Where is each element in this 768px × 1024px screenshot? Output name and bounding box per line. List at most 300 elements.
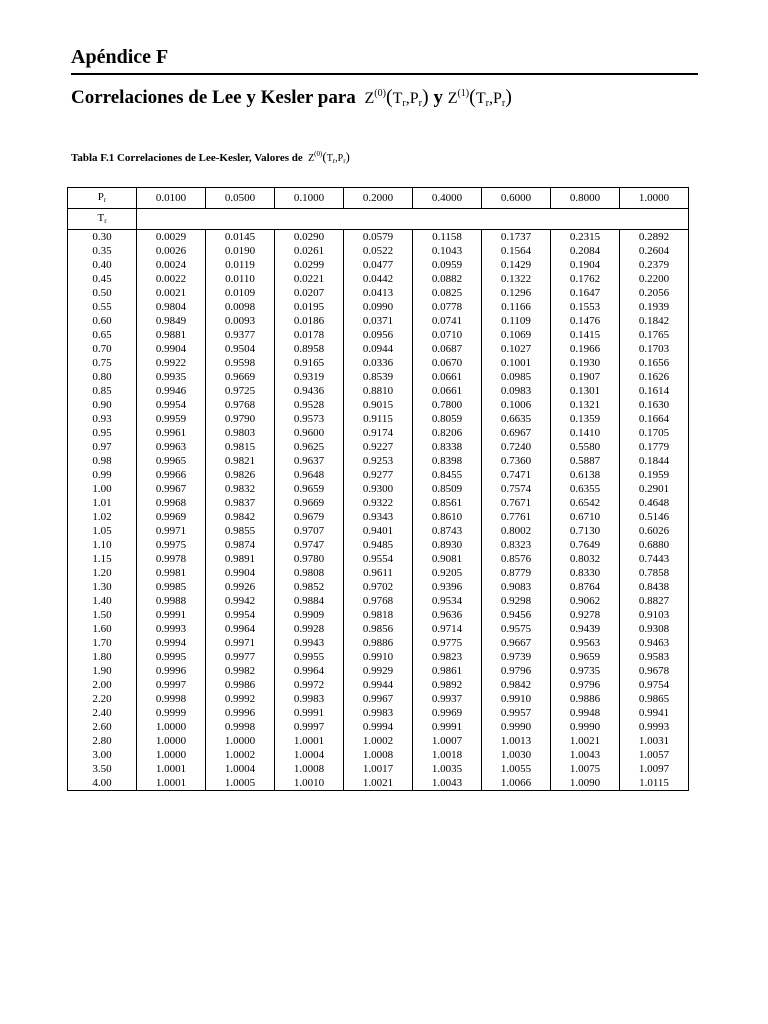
z0-value: 0.2056 — [620, 286, 689, 300]
z0-value: 0.9754 — [620, 678, 689, 692]
pr-value: 0.0500 — [206, 188, 275, 209]
tr-value: 0.60 — [68, 314, 137, 328]
z0-value: 0.9439 — [551, 622, 620, 636]
z0-value: 0.9611 — [344, 566, 413, 580]
table-row — [68, 482, 689, 496]
z0-value: 0.6967 — [482, 426, 551, 440]
z0-value: 0.0026 — [137, 244, 206, 258]
z0-value: 1.0007 — [413, 734, 482, 748]
z0-value: 1.0018 — [413, 748, 482, 762]
z0-value: 0.0145 — [206, 230, 275, 245]
z0-value: 0.9904 — [137, 342, 206, 356]
tr-value: 1.02 — [68, 510, 137, 524]
z0-value: 0.6138 — [551, 468, 620, 482]
z0-value: 0.9856 — [344, 622, 413, 636]
tr-value: 0.65 — [68, 328, 137, 342]
tr-value: 0.55 — [68, 300, 137, 314]
z0-value: 0.9504 — [206, 342, 275, 356]
z0-value: 0.9679 — [275, 510, 344, 524]
z0-value: 1.0000 — [137, 748, 206, 762]
z0-value: 0.8827 — [620, 594, 689, 608]
z0-value: 0.7443 — [620, 552, 689, 566]
z0-value: 1.0115 — [620, 776, 689, 791]
z0-value: 0.9886 — [344, 636, 413, 650]
z0-value: 0.9861 — [413, 664, 482, 678]
z0-value: 0.1069 — [482, 328, 551, 342]
z0-value: 0.9600 — [275, 426, 344, 440]
z0-value: 0.1959 — [620, 468, 689, 482]
z0-value: 0.9583 — [620, 650, 689, 664]
z0-value: 0.9942 — [206, 594, 275, 608]
z0-value: 0.9343 — [344, 510, 413, 524]
pr-value: 0.0100 — [137, 188, 206, 209]
z0-value: 0.9909 — [275, 608, 344, 622]
z0-value: 1.0066 — [482, 776, 551, 791]
table-row — [68, 524, 689, 538]
table-row — [68, 664, 689, 678]
z0-value: 0.8810 — [344, 384, 413, 398]
z0-value: 1.0097 — [620, 762, 689, 776]
z0-value: 1.0008 — [275, 762, 344, 776]
z0-value: 0.9015 — [344, 398, 413, 412]
z0-value: 0.9996 — [206, 706, 275, 720]
z0-value: 0.9308 — [620, 622, 689, 636]
z0-value: 0.9944 — [344, 678, 413, 692]
z0-value: 0.8338 — [413, 440, 482, 454]
z0-value: 0.8779 — [482, 566, 551, 580]
z0-value: 1.0000 — [137, 734, 206, 748]
pr-value: 0.6000 — [482, 188, 551, 209]
z0-value: 0.9983 — [344, 706, 413, 720]
z0-value: 0.1844 — [620, 454, 689, 468]
z0-value: 0.9842 — [206, 510, 275, 524]
table-row — [68, 734, 689, 748]
table-row — [68, 328, 689, 342]
z0-value: 0.0825 — [413, 286, 482, 300]
table-row — [68, 356, 689, 370]
z0-value: 0.1930 — [551, 356, 620, 370]
table-row — [68, 412, 689, 426]
z0-value: 0.9993 — [137, 622, 206, 636]
z0-value: 0.8455 — [413, 468, 482, 482]
z0-value: 1.0021 — [551, 734, 620, 748]
z0-value: 0.9991 — [275, 706, 344, 720]
z0-value: 0.1553 — [551, 300, 620, 314]
z0-value: 0.9165 — [275, 356, 344, 370]
z0-value: 0.9988 — [137, 594, 206, 608]
z0-value: 0.4648 — [620, 496, 689, 510]
z0-value: 0.0221 — [275, 272, 344, 286]
z0-value: 1.0001 — [275, 734, 344, 748]
z0-value: 0.0959 — [413, 258, 482, 272]
z0-value: 0.8002 — [482, 524, 551, 538]
z0-value: 1.0004 — [275, 748, 344, 762]
z0-value: 0.9849 — [137, 314, 206, 328]
tr-value: 2.00 — [68, 678, 137, 692]
z0-value: 0.9702 — [344, 580, 413, 594]
z0-value: 0.0413 — [344, 286, 413, 300]
z0-value: 0.9277 — [344, 468, 413, 482]
z0-value: 0.1359 — [551, 412, 620, 426]
z0-value: 0.9996 — [137, 664, 206, 678]
z0-value: 0.9780 — [275, 552, 344, 566]
z1-formula: $Z^{(1)}(T_r,P_r)$ — [447, 86, 512, 109]
z0-value: 0.1664 — [620, 412, 689, 426]
z0-value: 0.8764 — [551, 580, 620, 594]
z0-value: 0.9563 — [551, 636, 620, 650]
z0-value: 0.9971 — [137, 524, 206, 538]
z0-value: 0.0956 — [344, 328, 413, 342]
z0-value: 0.9971 — [206, 636, 275, 650]
z0-value: 0.1647 — [551, 286, 620, 300]
table-row — [68, 622, 689, 636]
z0-value: 0.9625 — [275, 440, 344, 454]
z0-value: 0.1705 — [620, 426, 689, 440]
appendix-title: Apéndice F — [71, 46, 169, 68]
table-caption — [71, 149, 350, 165]
tr-value: 1.15 — [68, 552, 137, 566]
z0-value: 0.8323 — [482, 538, 551, 552]
tr-value: 1.05 — [68, 524, 137, 538]
z0-value: 0.8743 — [413, 524, 482, 538]
z0-value: 1.0008 — [344, 748, 413, 762]
pr-value: 0.1000 — [275, 188, 344, 209]
z0-value: 0.9954 — [137, 398, 206, 412]
z0-value: 1.0001 — [137, 776, 206, 791]
pr-value: 1.0000 — [620, 188, 689, 209]
z0-value: 0.7761 — [482, 510, 551, 524]
z0-value: 0.0778 — [413, 300, 482, 314]
tr-value: 1.01 — [68, 496, 137, 510]
z0-value: 0.9959 — [137, 412, 206, 426]
z0-value: 0.9815 — [206, 440, 275, 454]
z0-value: 0.8561 — [413, 496, 482, 510]
tr-value: 0.98 — [68, 454, 137, 468]
lee-kesler-table — [67, 187, 689, 791]
table-row — [68, 636, 689, 650]
z0-value: 0.9955 — [275, 650, 344, 664]
z0-value: 0.8930 — [413, 538, 482, 552]
z0-value: 1.0043 — [413, 776, 482, 791]
z0-value: 0.9983 — [275, 692, 344, 706]
z0-value: 0.9747 — [275, 538, 344, 552]
z0-value: 0.9842 — [482, 678, 551, 692]
z0-value: 0.0990 — [344, 300, 413, 314]
z0-value: 0.1296 — [482, 286, 551, 300]
z0-value: 1.0013 — [482, 734, 551, 748]
z0-value: 0.9985 — [137, 580, 206, 594]
z0-value: 0.0882 — [413, 272, 482, 286]
z0-value: 0.8032 — [551, 552, 620, 566]
z0-value: 0.0098 — [206, 300, 275, 314]
z0-value: 0.9707 — [275, 524, 344, 538]
z0-value: 0.9946 — [137, 384, 206, 398]
table-row — [68, 706, 689, 720]
z0-value: 0.0021 — [137, 286, 206, 300]
z0-value: 0.7574 — [482, 482, 551, 496]
z0-value: 0.2604 — [620, 244, 689, 258]
tr-value: 4.00 — [68, 776, 137, 791]
z0-value: 0.9401 — [344, 524, 413, 538]
z0-value: 0.9966 — [137, 468, 206, 482]
z0-value: 0.9910 — [344, 650, 413, 664]
z0-value: 0.1907 — [551, 370, 620, 384]
caption-z0-formula: $Z^{(0)}(T_r,P_r)$ — [308, 149, 350, 165]
z0-value: 0.5146 — [620, 510, 689, 524]
z0-value: 0.0178 — [275, 328, 344, 342]
z0-value: 0.1415 — [551, 328, 620, 342]
z0-value: 0.0371 — [344, 314, 413, 328]
tr-value: 0.30 — [68, 230, 137, 245]
z0-value: 0.0093 — [206, 314, 275, 328]
tr-value: 2.60 — [68, 720, 137, 734]
z0-value: 0.1939 — [620, 300, 689, 314]
z0-value: 0.9981 — [137, 566, 206, 580]
header-rule — [71, 73, 698, 75]
z0-value: 0.9993 — [620, 720, 689, 734]
tr-value: 1.20 — [68, 566, 137, 580]
tr-value: 0.70 — [68, 342, 137, 356]
z0-value: 0.8958 — [275, 342, 344, 356]
z0-value: 0.1410 — [551, 426, 620, 440]
z0-value: 0.9865 — [620, 692, 689, 706]
z0-value: 0.9929 — [344, 664, 413, 678]
table-row — [68, 314, 689, 328]
table-row — [68, 230, 689, 245]
z0-value: 0.9554 — [344, 552, 413, 566]
z0-value: 0.1109 — [482, 314, 551, 328]
table-row — [68, 286, 689, 300]
table-row — [68, 608, 689, 622]
z0-value: 0.9659 — [275, 482, 344, 496]
z0-value: 1.0001 — [137, 762, 206, 776]
table-row — [68, 272, 689, 286]
table-row — [68, 496, 689, 510]
tr-value: 1.30 — [68, 580, 137, 594]
z0-value: 0.9998 — [137, 692, 206, 706]
z0-value: 0.9573 — [275, 412, 344, 426]
z0-value: 0.9796 — [551, 678, 620, 692]
z0-value: 0.9278 — [551, 608, 620, 622]
z0-value: 1.0002 — [206, 748, 275, 762]
z0-value: 0.9957 — [482, 706, 551, 720]
z0-value: 0.9975 — [137, 538, 206, 552]
z0-value: 0.9992 — [206, 692, 275, 706]
tr-value: 2.40 — [68, 706, 137, 720]
z0-value: 0.1027 — [482, 342, 551, 356]
z0-value: 0.9528 — [275, 398, 344, 412]
table-row — [68, 426, 689, 440]
z0-value: 0.0186 — [275, 314, 344, 328]
z0-value: 0.9319 — [275, 370, 344, 384]
table-row — [68, 692, 689, 706]
z0-value: 1.0090 — [551, 776, 620, 791]
z0-value: 0.9174 — [344, 426, 413, 440]
z0-value: 0.9669 — [275, 496, 344, 510]
z0-value: 0.9990 — [482, 720, 551, 734]
z0-value: 0.8398 — [413, 454, 482, 468]
z0-value: 0.9768 — [344, 594, 413, 608]
z0-value: 0.9891 — [206, 552, 275, 566]
z0-value: 0.6355 — [551, 482, 620, 496]
z0-value: 0.2892 — [620, 230, 689, 245]
z0-value: 0.0579 — [344, 230, 413, 245]
tr-value: 3.50 — [68, 762, 137, 776]
z0-value: 0.9735 — [551, 664, 620, 678]
z0-value: 0.9910 — [482, 692, 551, 706]
main-title — [71, 86, 512, 109]
table-row — [68, 650, 689, 664]
z0-value: 0.9062 — [551, 594, 620, 608]
table-row — [68, 552, 689, 566]
z0-value: 0.1842 — [620, 314, 689, 328]
z0-value: 0.9997 — [275, 720, 344, 734]
tr-value: 2.80 — [68, 734, 137, 748]
tr-value: 0.75 — [68, 356, 137, 370]
table-row — [68, 510, 689, 524]
z0-value: 0.0207 — [275, 286, 344, 300]
z0-value: 0.9937 — [413, 692, 482, 706]
z0-value: 0.9928 — [275, 622, 344, 636]
z0-value: 0.1626 — [620, 370, 689, 384]
z0-value: 0.1762 — [551, 272, 620, 286]
z0-value: 0.9575 — [482, 622, 551, 636]
tr-value: 2.20 — [68, 692, 137, 706]
z0-value: 0.0522 — [344, 244, 413, 258]
z0-value: 0.8610 — [413, 510, 482, 524]
z0-value: 0.8576 — [482, 552, 551, 566]
z0-value: 0.1006 — [482, 398, 551, 412]
z0-value: 1.0000 — [206, 734, 275, 748]
z0-value: 0.8539 — [344, 370, 413, 384]
tr-value: 0.93 — [68, 412, 137, 426]
table-row — [68, 440, 689, 454]
tr-value: 0.50 — [68, 286, 137, 300]
z0-value: 0.1703 — [620, 342, 689, 356]
z0-value: 0.6635 — [482, 412, 551, 426]
z0-value: 0.9922 — [137, 356, 206, 370]
z0-value: 0.9667 — [482, 636, 551, 650]
tr-value: 1.00 — [68, 482, 137, 496]
main-title-conjunction: y — [433, 87, 443, 108]
z0-value: 0.8509 — [413, 482, 482, 496]
z0-value: 0.9808 — [275, 566, 344, 580]
tr-value: 1.80 — [68, 650, 137, 664]
z0-value: 0.0661 — [413, 384, 482, 398]
z0-value: 0.6880 — [620, 538, 689, 552]
z0-value: 0.9837 — [206, 496, 275, 510]
z0-value: 0.8330 — [551, 566, 620, 580]
z0-value: 0.8059 — [413, 412, 482, 426]
z0-value: 0.9994 — [344, 720, 413, 734]
z0-value: 0.9775 — [413, 636, 482, 650]
z0-value: 0.9997 — [137, 678, 206, 692]
tr-value: 0.99 — [68, 468, 137, 482]
z0-value: 0.0710 — [413, 328, 482, 342]
z0-value: 0.0442 — [344, 272, 413, 286]
z0-value: 0.1656 — [620, 356, 689, 370]
z0-value: 0.0110 — [206, 272, 275, 286]
z0-value: 0.0670 — [413, 356, 482, 370]
table-row — [68, 580, 689, 594]
z0-value: 0.6710 — [551, 510, 620, 524]
z0-value: 0.9881 — [137, 328, 206, 342]
z0-value: 0.0477 — [344, 258, 413, 272]
z0-value: 0.9669 — [206, 370, 275, 384]
tr-label-blank — [137, 209, 689, 230]
z0-value: 0.7858 — [620, 566, 689, 580]
tr-value: 0.97 — [68, 440, 137, 454]
table-row — [68, 594, 689, 608]
z0-value: 0.9969 — [137, 510, 206, 524]
z0-value: 0.9115 — [344, 412, 413, 426]
tr-value: 1.70 — [68, 636, 137, 650]
tr-value: 0.40 — [68, 258, 137, 272]
z0-value: 0.0661 — [413, 370, 482, 384]
pr-header-row — [68, 188, 689, 209]
z0-value: 0.9995 — [137, 650, 206, 664]
z0-value: 1.0055 — [482, 762, 551, 776]
z0-value: 0.9796 — [482, 664, 551, 678]
z0-value: 0.1043 — [413, 244, 482, 258]
z0-value: 0.9874 — [206, 538, 275, 552]
z0-value: 0.9253 — [344, 454, 413, 468]
z0-value: 0.7800 — [413, 398, 482, 412]
z0-value: 0.7360 — [482, 454, 551, 468]
table-row — [68, 454, 689, 468]
z0-value: 0.0944 — [344, 342, 413, 356]
z0-value: 0.9972 — [275, 678, 344, 692]
z0-value: 0.9534 — [413, 594, 482, 608]
tr-label: $T_r$ — [68, 209, 137, 230]
z0-value: 0.9990 — [551, 720, 620, 734]
z0-value: 1.0075 — [551, 762, 620, 776]
table-row — [68, 748, 689, 762]
z0-value: 0.9963 — [137, 440, 206, 454]
tr-value: 3.00 — [68, 748, 137, 762]
z0-value: 0.1564 — [482, 244, 551, 258]
z0-value: 1.0002 — [344, 734, 413, 748]
main-title-text: Correlaciones de Lee y Kesler para — [71, 87, 356, 108]
tr-value: 0.45 — [68, 272, 137, 286]
z0-value: 0.9083 — [482, 580, 551, 594]
z0-value: 0.9648 — [275, 468, 344, 482]
z0-value: 0.9456 — [482, 608, 551, 622]
table-row — [68, 384, 689, 398]
z0-value: 0.9926 — [206, 580, 275, 594]
z0-value: 0.9982 — [206, 664, 275, 678]
z0-value: 0.9978 — [137, 552, 206, 566]
z0-value: 0.9852 — [275, 580, 344, 594]
z0-value: 0.2379 — [620, 258, 689, 272]
z0-value: 0.9968 — [137, 496, 206, 510]
z0-value: 0.0022 — [137, 272, 206, 286]
z0-value: 0.0029 — [137, 230, 206, 245]
z0-value: 0.9205 — [413, 566, 482, 580]
z0-value: 0.9964 — [275, 664, 344, 678]
z0-value: 0.9855 — [206, 524, 275, 538]
z0-value: 0.9227 — [344, 440, 413, 454]
z0-value: 1.0004 — [206, 762, 275, 776]
z0-value: 0.9377 — [206, 328, 275, 342]
z0-value: 0.9598 — [206, 356, 275, 370]
z0-value: 0.2200 — [620, 272, 689, 286]
z0-value: 0.0195 — [275, 300, 344, 314]
z0-value: 0.9803 — [206, 426, 275, 440]
z0-value: 0.0261 — [275, 244, 344, 258]
z0-value: 0.1904 — [551, 258, 620, 272]
z0-value: 0.9977 — [206, 650, 275, 664]
